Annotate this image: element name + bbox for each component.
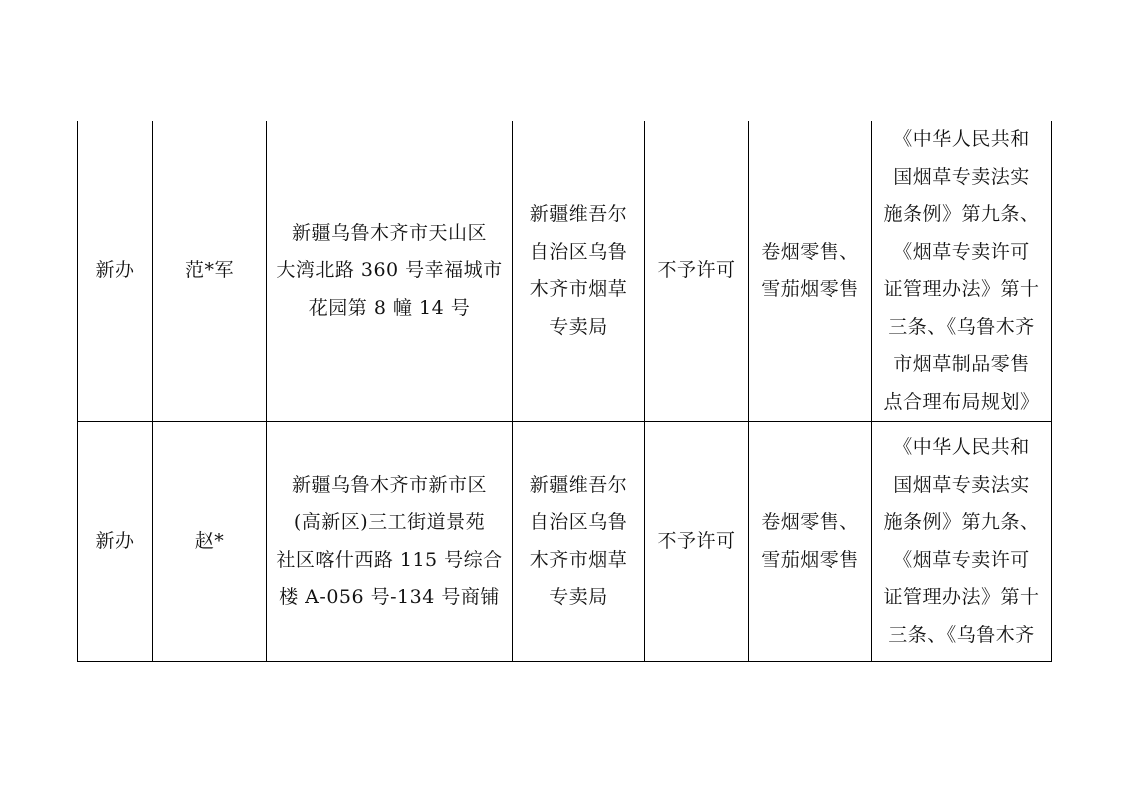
- authority-cell: 新疆维吾尔 自治区乌鲁 木齐市烟草 专卖局: [513, 121, 645, 422]
- authority-cell: 新疆维吾尔 自治区乌鲁 木齐市烟草 专卖局: [513, 422, 645, 662]
- decision-cell: 不予许可: [645, 121, 749, 422]
- scope-cell: 卷烟零售、 雪茄烟零售: [749, 121, 872, 422]
- scope-cell: 卷烟零售、 雪茄烟零售: [749, 422, 872, 662]
- address-cell: 新疆乌鲁木齐市天山区 大湾北路 360 号幸福城市 花园第 8 幢 14 号: [267, 121, 513, 422]
- license-table: [77, 121, 1052, 662]
- basis-cell: 《中华人民共和 国烟草专卖法实 施条例》第九条、 《烟草专卖许可 证管理办法》第十 三条、《乌鲁木齐 市烟草制品零售 点合理布局规划》: [872, 121, 1052, 422]
- decision-cell: 不予许可: [645, 422, 749, 662]
- name-cell: 赵*: [153, 422, 267, 662]
- table-row: [78, 422, 1052, 662]
- type-cell: 新办: [78, 121, 153, 422]
- table-row: [78, 121, 1052, 422]
- type-cell: 新办: [78, 422, 153, 662]
- basis-cell: 《中华人民共和 国烟草专卖法实 施条例》第九条、 《烟草专卖许可 证管理办法》第十 三条、《乌鲁木齐: [872, 422, 1052, 662]
- address-cell: 新疆乌鲁木齐市新市区 (高新区)三工街道景苑 社区喀什西路 115 号综合 楼 A-056 号-134 号商铺: [267, 422, 513, 662]
- name-cell: 范*军: [153, 121, 267, 422]
